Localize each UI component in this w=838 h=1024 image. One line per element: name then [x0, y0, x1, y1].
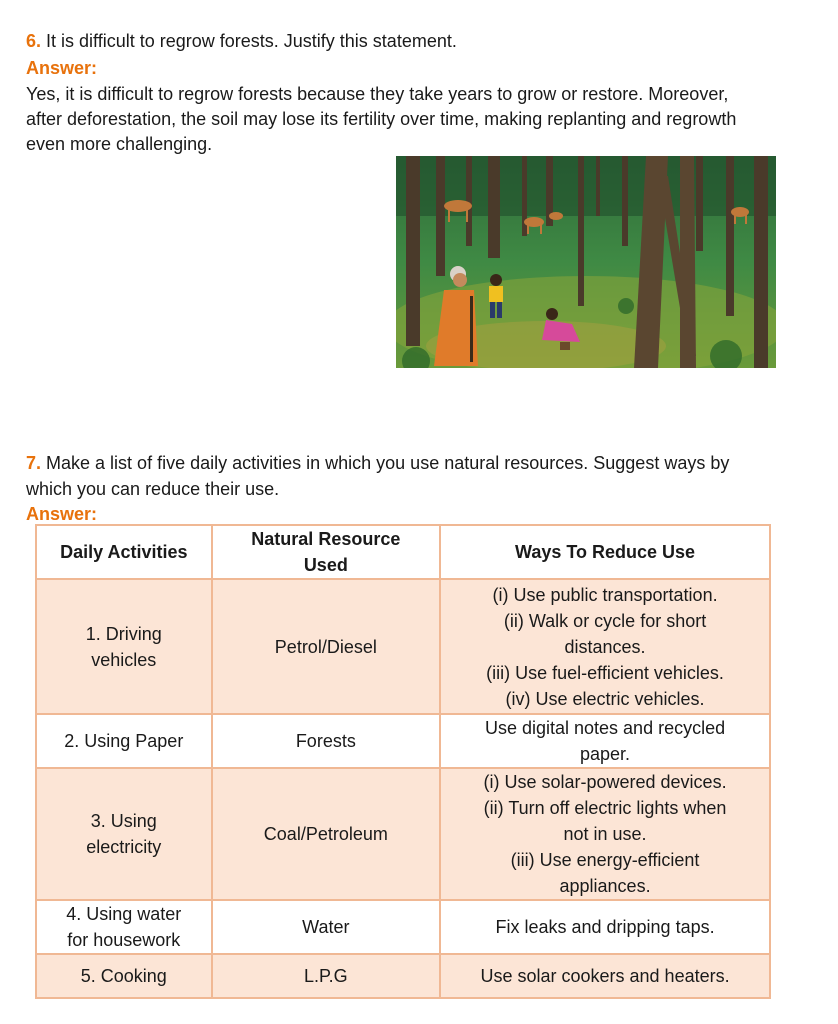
resource-cell: Water	[212, 900, 441, 954]
header-natural-resource: Natural Resource Used	[212, 525, 441, 579]
table-row	[36, 579, 770, 714]
answer-line: Yes, it is difficult to regrow forests because they take years to grow or restore. Moreover,	[26, 84, 729, 104]
answer-line: after deforestation, the soil may lose its fertility over time, making replanting and regrowth	[26, 109, 737, 129]
table-header-row	[36, 525, 770, 579]
activity-cell: 4. Using water for housework	[36, 900, 212, 954]
activity-cell: 3. Using electricity	[36, 768, 212, 900]
table-row	[36, 714, 770, 768]
answer-6-text	[26, 82, 826, 157]
resource-cell: L.P.G	[212, 954, 441, 998]
header-ways-to-reduce: Ways To Reduce Use	[440, 525, 770, 579]
question-6	[26, 28, 457, 54]
answer-label: Answer:	[26, 504, 98, 524]
question-text: It is difficult to regrow forests. Justify this statement.	[46, 31, 457, 51]
ways-cell: Use solar cookers and heaters.	[440, 954, 770, 998]
ways-cell: (i) Use public transportation. (ii) Walk or cycle for short distances. (iii) Use fuel-efficient vehicles. (iv) Use electric vehicles.	[440, 579, 770, 714]
ways-cell: Fix leaks and dripping taps.	[440, 900, 770, 954]
question-number: 7.	[26, 453, 42, 473]
activity-cell: 2. Using Paper	[36, 714, 212, 768]
question-7	[26, 450, 729, 502]
table-row	[36, 954, 770, 998]
ways-cell: Use digital notes and recycled paper.	[440, 714, 770, 768]
resource-cell: Coal/Petroleum	[212, 768, 441, 900]
resource-cell: Petrol/Diesel	[212, 579, 441, 714]
forest-regrowth-illustration	[396, 156, 776, 368]
table-row	[36, 900, 770, 954]
activity-cell: 1. Driving vehicles	[36, 579, 212, 714]
answer-label: Answer:	[26, 58, 98, 78]
resource-cell: Forests	[212, 714, 441, 768]
ways-cell: (i) Use solar-powered devices. (ii) Turn off electric lights when not in use. (iii) Use energy-efficient appliances.	[440, 768, 770, 900]
question-text-line: which you can reduce their use.	[26, 479, 280, 499]
answer-line: even more challenging.	[26, 134, 213, 154]
question-number: 6.	[26, 31, 42, 51]
resources-table	[35, 524, 771, 999]
table-row	[36, 768, 770, 900]
question-text-line: Make a list of five daily activities in which you use natural resources. Suggest ways by	[46, 453, 730, 473]
activity-cell: 5. Cooking	[36, 954, 212, 998]
header-daily-activities: Daily Activities	[36, 525, 212, 579]
